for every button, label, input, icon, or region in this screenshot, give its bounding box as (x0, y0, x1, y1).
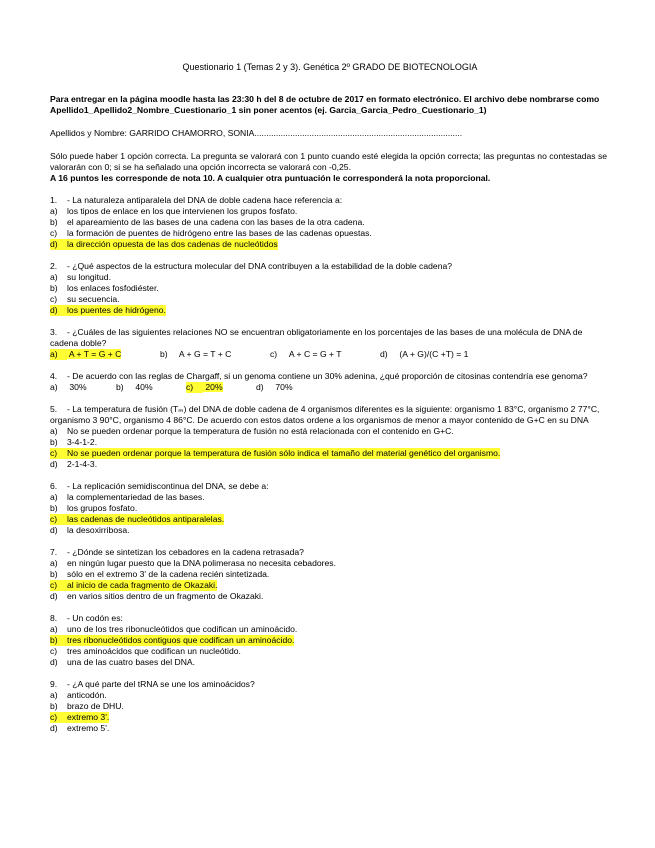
question-stem (50, 195, 610, 206)
question-stem (50, 679, 610, 690)
question-7 (50, 547, 610, 602)
option-text: su longitud. (67, 272, 111, 282)
option-letter: c) (50, 294, 58, 304)
option-letter: b) (50, 503, 58, 513)
selected-option-text: 20% (203, 382, 223, 392)
option-letter: d) (50, 525, 58, 535)
option-letter: a) (50, 690, 58, 700)
answer-option (50, 206, 610, 217)
answer-option (50, 492, 610, 503)
option-text: (A + G)/(C +T) = 1 (397, 349, 469, 359)
question-text: - ¿Cuáles de las siguientes relaciones NO se encuentran obligatoriamente en los porcentajes de las bases de una molécula de DNA de cadena doble? (50, 327, 583, 348)
answer-option (160, 349, 270, 360)
option-letter: c) (50, 514, 67, 525)
answer-option-row (50, 349, 610, 360)
answer-option (380, 349, 510, 360)
question-number: 7. (50, 547, 58, 557)
student-name-line: Apellidos y Nombre: GARRIDO CHAMORRO, SONIA....................................................................................... (50, 128, 463, 138)
option-text: los tipos de enlace en los que intervienen los grupos fosfato. (67, 206, 298, 216)
option-letter: c) (50, 712, 67, 723)
question-stem (50, 404, 610, 426)
answer-option (50, 635, 610, 646)
option-text: A + C = G + T (287, 349, 342, 359)
option-text: 30% (67, 382, 87, 392)
answer-option-row (50, 382, 610, 393)
option-letter: d) (380, 349, 388, 359)
selected-option-text: A + T = G + C (67, 349, 122, 359)
answer-option (50, 624, 610, 635)
question-number: 1. (50, 195, 58, 205)
answer-option (50, 591, 610, 602)
option-text: 3-4-1-2. (67, 437, 98, 447)
option-letter: c) (50, 448, 67, 459)
question-stem (50, 327, 610, 349)
document-title: Questionario 1 (Temas 2 y 3). Genética 2º GRADO DE BIOTECNOLOGIA (182, 62, 478, 72)
submission-instructions: Para entregar en la página moodle hasta las 23:30 h del 8 de octubre de 2017 en formato electrónico. El archivo debe nombrarse como Apellido1_Apellido2_Nombre_Cuestionario_1 sin poner acentos (ej. Garcia_Garcia_Pedro_Cuestionario_1) (50, 94, 600, 115)
option-letter: d) (50, 459, 58, 469)
option-text: 70% (273, 382, 293, 392)
option-letter: b) (50, 437, 58, 447)
selected-option-text: al inicio de cada fragmento de Okazaki. (67, 580, 218, 590)
answer-option (50, 569, 610, 580)
option-text: el apareamiento de las bases de una cadena con las bases de la otra cadena. (67, 217, 365, 227)
option-letter: b) (50, 283, 58, 293)
question-number: 9. (50, 679, 58, 689)
question-stem (50, 613, 610, 624)
question-text: - ¿A qué parte del tRNA se une los aminoácidos? (67, 679, 255, 689)
option-letter: a) (50, 206, 58, 216)
option-text: la complementariedad de las bases. (67, 492, 205, 502)
answer-option (50, 349, 160, 360)
grading-rules-bold: A 16 puntos les corresponde de nota 10. A cualquier otra puntuación le corresponderá la nota proporcional. (50, 173, 491, 183)
answer-option (50, 426, 610, 437)
question-stem (50, 547, 610, 558)
option-letter: b) (50, 569, 58, 579)
answer-option (50, 690, 610, 701)
option-letter: d) (50, 657, 58, 667)
question-8 (50, 613, 610, 668)
question-6 (50, 481, 610, 536)
selected-option-text: No se pueden ordenar porque la temperatura de fusión sólo indica el tamaño del material genético del organismo. (67, 448, 501, 458)
option-letter: d) (50, 239, 67, 250)
answer-option (50, 239, 610, 250)
option-text: 2-1-4-3. (67, 459, 98, 469)
question-number: 8. (50, 613, 58, 623)
option-text: los enlaces fosfodiéster. (67, 283, 159, 293)
answer-option (50, 646, 610, 657)
question-text: - ¿Qué aspectos de la estructura molecular del DNA contribuyen a la estabilidad de la doble cadena? (67, 261, 453, 271)
option-letter: c) (50, 580, 67, 591)
option-text: la formación de puentes de hidrógeno entre las bases de las cadenas opuestas. (67, 228, 372, 238)
answer-option (50, 283, 610, 294)
answer-option (50, 437, 610, 448)
question-text: - De acuerdo con las reglas de Chargaff, si un genoma contiene un 30% adenina, ¿qué proporción de citosinas contendría ese genoma? (67, 371, 588, 381)
option-letter: b) (50, 701, 58, 711)
option-text: tres aminoácidos que codifican un nucleótido. (67, 646, 241, 656)
question-stem (50, 371, 610, 382)
answer-option (270, 349, 380, 360)
question-stem (50, 481, 610, 492)
option-letter: c) (50, 646, 58, 656)
option-text: No se pueden ordenar porque la temperatura de fusión no está relacionada con el contenido en G+C. (67, 426, 454, 436)
selected-option-text: las cadenas de nucleótidos antiparalelas. (67, 514, 225, 524)
option-letter: b) (160, 349, 168, 359)
option-letter: d) (50, 723, 58, 733)
option-text: los grupos fosfato. (67, 503, 138, 513)
question-number: 3. (50, 327, 58, 337)
option-text: en ningún lugar puesto que la DNA polimerasa no necesita cebadores. (67, 558, 336, 568)
option-text: uno de los tres ribonucleótidos que codifican un aminoácido. (67, 624, 298, 634)
question-text: - ¿Dónde se sintetizan los cebadores en la cadena retrasada? (67, 547, 304, 557)
question-number: 4. (50, 371, 58, 381)
question-list (50, 195, 610, 734)
option-text: en varios sitios dentro de un fragmento de Okazaki. (67, 591, 264, 601)
question-2 (50, 261, 610, 316)
option-text: una de las cuatro bases del DNA. (67, 657, 196, 667)
answer-option (50, 305, 610, 316)
question-1 (50, 195, 610, 250)
selected-option-text: la dirección opuesta de las dos cadenas de nucleótidos (67, 239, 278, 249)
option-letter: a) (50, 382, 58, 392)
answer-option (50, 382, 116, 393)
question-5 (50, 404, 610, 470)
answer-option (50, 217, 610, 228)
answer-option (50, 503, 610, 514)
option-text: A + G = T + C (177, 349, 232, 359)
document-page (50, 62, 610, 745)
selected-option-text: los puentes de hidrógeno. (67, 305, 166, 315)
answer-option (50, 514, 610, 525)
option-letter: a) (50, 349, 67, 360)
option-letter: b) (50, 217, 58, 227)
option-text: 40% (133, 382, 153, 392)
option-text: brazo de DHU. (67, 701, 124, 711)
question-3 (50, 327, 610, 360)
option-letter: a) (50, 492, 58, 502)
question-text: - La replicación semidiscontinua del DNA, se debe a: (67, 481, 269, 491)
option-letter: c) (186, 382, 203, 393)
option-text: la desoxirribosa. (67, 525, 130, 535)
question-text: - La temperatura de fusión (Tₘ) del DNA de doble cadena de 4 organismos diferentes es la siguiente: organismo 1 83°C, organismo 2 77°C, organismo 3 90°C, organismo 4 86°C. De acuerdo con estos datos ordene a los organismos de menor a mayor contenido de G+C en su DNA (50, 404, 600, 425)
question-text: - La naturaleza antiparalela del DNA de doble cadena hace referencia a: (67, 195, 343, 205)
answer-option (50, 294, 610, 305)
option-letter: d) (256, 382, 264, 392)
answer-option (50, 701, 610, 712)
question-stem (50, 261, 610, 272)
answer-option (256, 382, 316, 393)
selected-option-text: tres ribonucleótidos contiguos que codifican un aminoácido. (67, 635, 295, 645)
option-letter: c) (270, 349, 278, 359)
grading-rules: Sólo puede haber 1 opción correcta. La pregunta se valorará con 1 punto cuando esté elegida la opción correcta; las preguntas no contestadas se valorarán con 0; si se ha señalado una opción incorrecta se valorará con -0,25. (50, 151, 608, 172)
option-letter: d) (50, 591, 58, 601)
option-letter: a) (50, 272, 58, 282)
selected-option-text: extremo 3'. (67, 712, 110, 722)
question-9 (50, 679, 610, 734)
option-text: sólo en el extremo 3' de la cadena recién sintetizada. (67, 569, 270, 579)
answer-option (116, 382, 186, 393)
answer-option (186, 382, 256, 393)
option-text: su secuencia. (67, 294, 120, 304)
answer-option (50, 459, 610, 470)
question-number: 6. (50, 481, 58, 491)
option-letter: b) (50, 635, 67, 646)
option-text: anticodón. (67, 690, 107, 700)
question-text: - Un codón es: (67, 613, 123, 623)
answer-option (50, 580, 610, 591)
option-letter: a) (50, 558, 58, 568)
option-letter: b) (116, 382, 124, 392)
option-letter: d) (50, 305, 67, 316)
answer-option (50, 228, 610, 239)
answer-option (50, 272, 610, 283)
answer-option (50, 558, 610, 569)
question-number: 2. (50, 261, 58, 271)
answer-option (50, 448, 610, 459)
question-number: 5. (50, 404, 58, 414)
option-text: extremo 5'. (67, 723, 110, 733)
answer-option (50, 525, 610, 536)
answer-option (50, 723, 610, 734)
option-letter: a) (50, 624, 58, 634)
option-letter: c) (50, 228, 58, 238)
option-letter: a) (50, 426, 58, 436)
answer-option (50, 657, 610, 668)
answer-option (50, 712, 610, 723)
question-4 (50, 371, 610, 393)
